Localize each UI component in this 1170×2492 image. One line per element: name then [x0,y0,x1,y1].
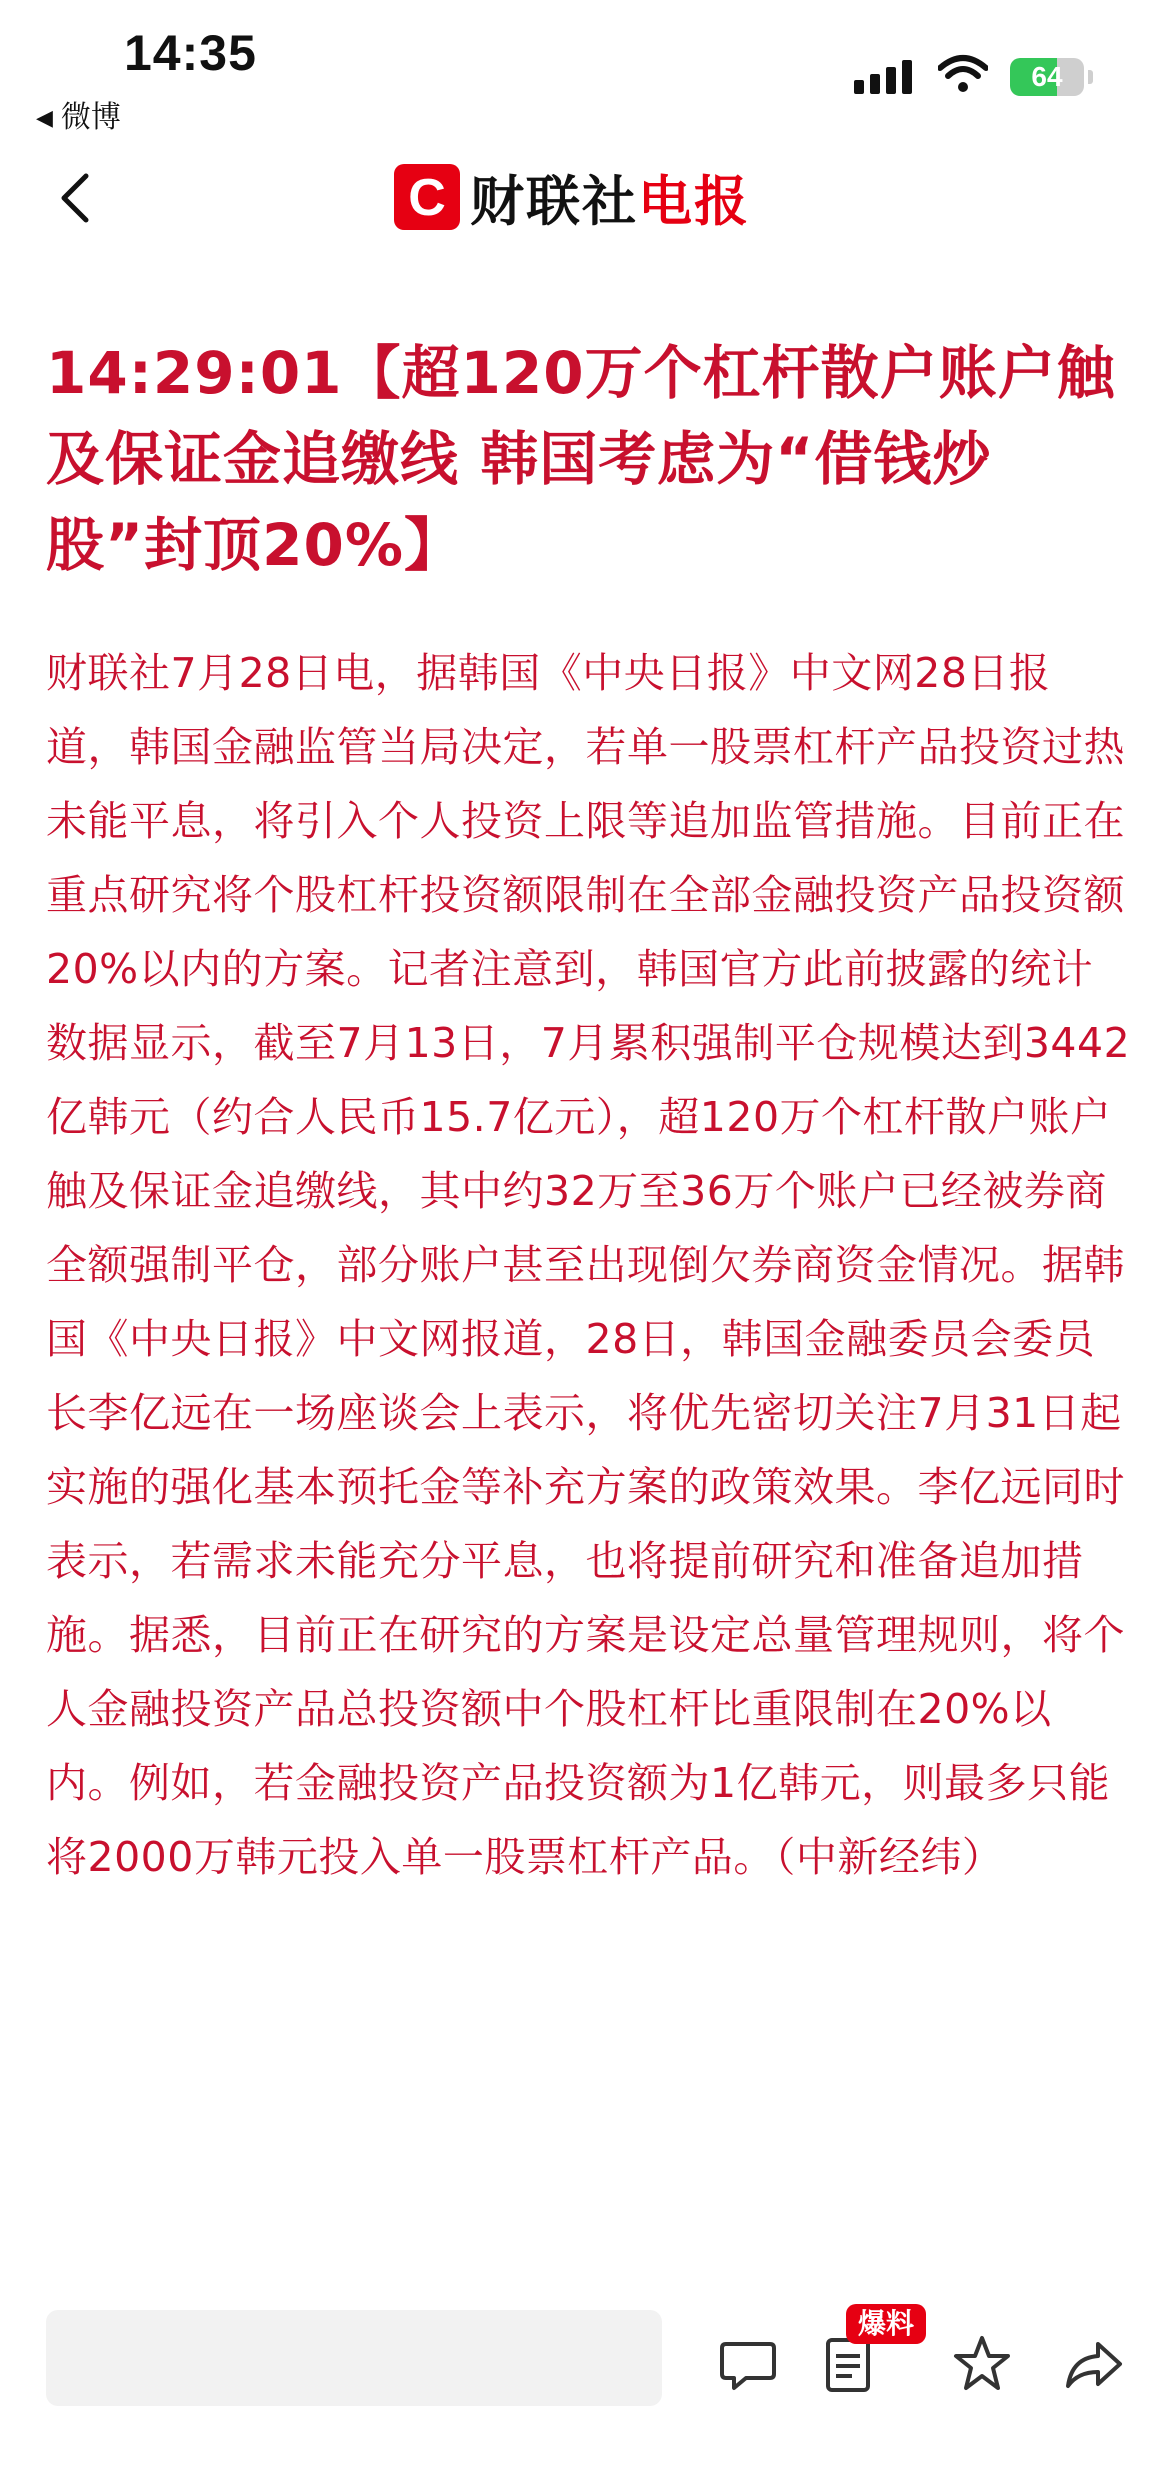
wifi-icon [938,54,988,94]
back-to-app-link[interactable] [36,92,121,136]
cellular-signal-icon [854,60,916,94]
comment-icon[interactable] [716,2332,780,2396]
logo-mark [394,164,460,230]
battery-indicator [1010,58,1084,96]
cls-telegraph-logo [394,162,750,232]
logo-c-icon [394,164,460,230]
logo-suffix: 电报 [638,169,750,233]
comment-input[interactable] [46,2310,662,2406]
article-headline: 14:29:01【超120万个杠杆散户账户触及保证金追缴线 韩国考虑为“借钱炒股”封顶20%】 [46,339,1116,579]
back-app-label: 微博 [60,100,121,135]
status-bar [0,0,1170,140]
bottom-action-bar [0,2300,1170,2440]
battery-percent: 64 [1031,61,1063,92]
share-icon[interactable] [1062,2332,1126,2396]
nav-bar [0,140,1170,260]
battery-tip [1088,70,1093,84]
star-icon[interactable] [950,2332,1014,2396]
back-chevron-icon[interactable] [56,168,96,228]
logo-brand: 财联社 [470,169,638,233]
article-body: 财联社7月28日电，据韩国《中央日报》中文网28日报道，韩国金融监管当局决定，若单一股票杠杆产品投资过热未能平息，将引入个人投资上限等追加监管措施。目前正在重点研究将个股杠杆投资额限制在全部金融投资产品投资额20%以内的方案。记者注意到，韩国官方此前披露的统计数据显示，截至7月13日，7月累积强制平仓规模达到3442亿韩元（约合人民币15.7亿元），超120万个杠杆散户账户触及保证金追缴线，其中约32万至36万个账户已经被券商全额强制平仓，部分账户甚至出现倒欠券商资金情况。据韩国《中央日报》中文网报道，28日，韩国金融委员会委员长李亿远在一场座谈会上表示，将优先密切关注7月31日起实施的强化基本预托金等补充方案的政策效果。李亿远同时表示，若需求未能充分平息，也将提前研究和准备追加措施。据悉，目前正在研究的方案是设定总量管理规则，将个人金融投资产品总投资额中个股杠杆比重限制在20%以内。例如，若金融投资产品投资额为1亿韩元，则最多只能将2000万韩元投入单一股票杠杆产品。（中新经纬） [46,649,1131,1881]
baoliao-badge[interactable]: 爆料 [846,2304,926,2344]
back-triangle-icon: ◀ [36,106,53,131]
status-time: 14:35 [124,25,257,81]
svg-text:C: C [408,169,446,227]
logo-text [470,159,750,236]
